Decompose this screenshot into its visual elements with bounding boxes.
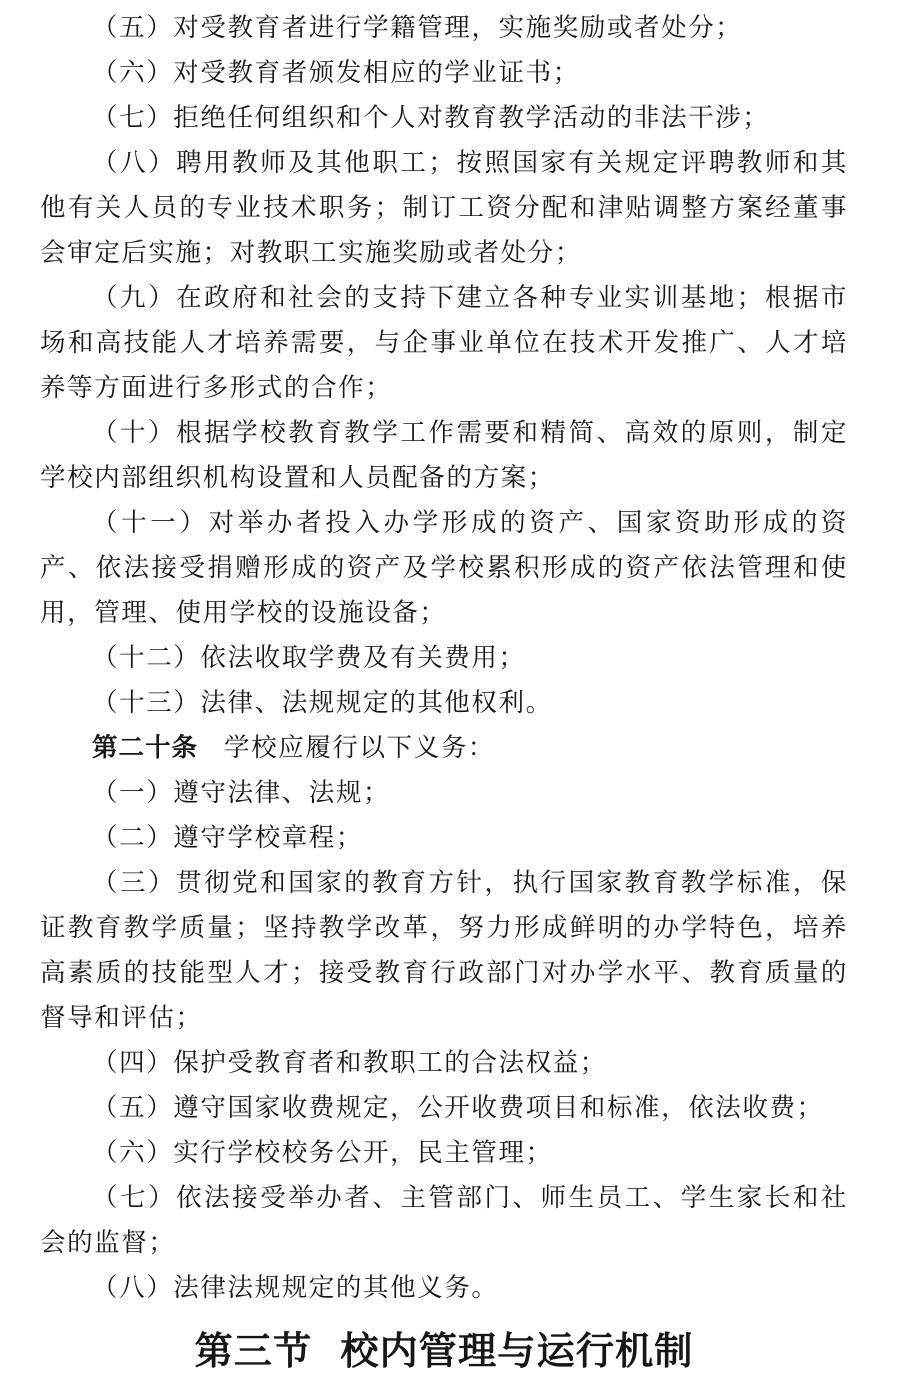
- rights-item-5: （五）对受教育者进行学籍管理，实施奖励或者处分；: [92, 13, 743, 43]
- rights-list: [40, 6, 848, 726]
- rights-item-11: （十一）对举办者投入办学形成的资产、国家资助形成的资产、依法接受捐赠形成的资产及学校累积形成的资产依法管理和使用，管理、使用学校的设施设备；: [40, 508, 848, 628]
- section-title: 校内管理与运行机制: [340, 1329, 694, 1374]
- obligation-item-6: （六）实行学校校务公开，民主管理；: [92, 1138, 553, 1168]
- obligations-list: [40, 771, 848, 1311]
- rights-item-13: （十三）法律、法规规定的其他权利。: [92, 688, 553, 718]
- article-20: [40, 726, 848, 771]
- obligation-item-8: （八）法律法规规定的其他义务。: [92, 1273, 499, 1303]
- article-20-text: 学校应履行以下义务：: [224, 733, 496, 763]
- rights-item-8: （八）聘用教师及其他职工；按照国家有关规定评聘教师和其他有关人员的专业技术职务；制订工资分配和津贴调整方案经董事会审定后实施；对教职工实施奖励或者处分；: [40, 148, 848, 268]
- obligation-item-1: （一）遵守法律、法规；: [92, 778, 391, 808]
- rights-item-9: （九）在政府和社会的支持下建立各种专业实训基地；根据市场和高技能人才培养需要，与企事业单位在技术开发推广、人才培养等方面进行多形式的合作；: [40, 283, 848, 403]
- rights-item-10: （十）根据学校教育教学工作需要和精简、高效的原则，制定学校内部组织机构设置和人员配备的方案；: [40, 418, 848, 493]
- obligation-item-7: （七）依法接受举办者、主管部门、师生员工、学生家长和社会的监督；: [40, 1183, 848, 1258]
- obligation-item-4: （四）保护受教育者和教职工的合法权益；: [92, 1048, 607, 1078]
- section-heading: [40, 1329, 848, 1374]
- obligation-item-5: （五）遵守国家收费规定，公开收费项目和标准，依法收费；: [92, 1093, 824, 1123]
- rights-item-6: （六）对受教育者颁发相应的学业证书；: [92, 58, 580, 88]
- obligation-item-3: （三）贯彻党和国家的教育方针，执行国家教育教学标准，保证教育教学质量；坚持教学改革，努力形成鲜明的办学特色，培养高素质的技能型人才；接受教育行政部门对办学水平、教育质量的督导和评估；: [40, 868, 848, 1033]
- rights-item-12: （十二）依法收取学费及有关费用；: [92, 643, 526, 673]
- obligation-item-2: （二）遵守学校章程；: [92, 823, 364, 853]
- rights-item-7: （七）拒绝任何组织和个人对教育教学活动的非法干涉；: [92, 103, 770, 133]
- section-number: 第三节: [194, 1329, 313, 1374]
- article-20-heading: 第二十条: [92, 733, 199, 763]
